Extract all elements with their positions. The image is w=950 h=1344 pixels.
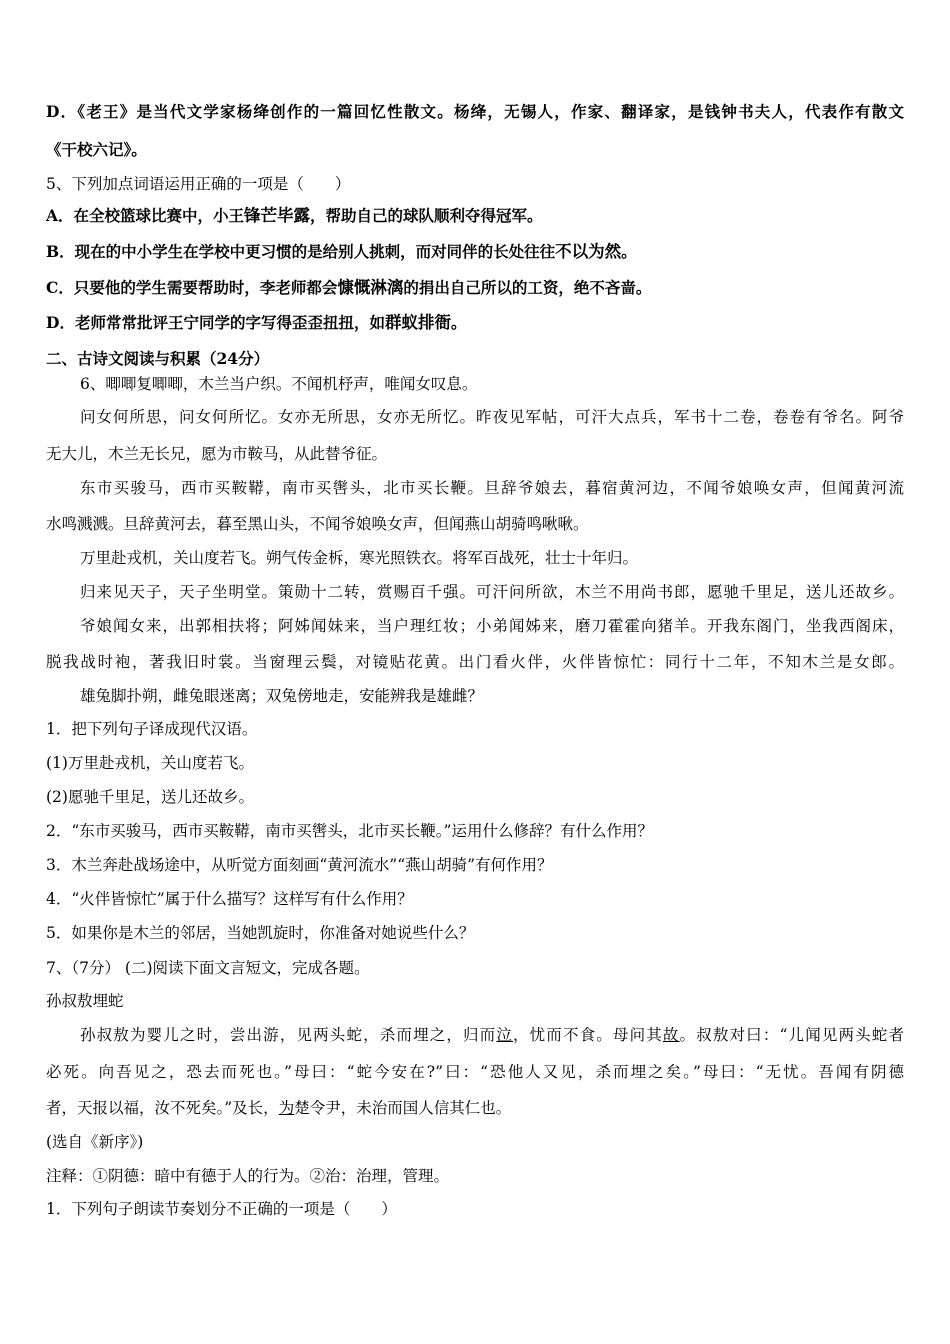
dotted-word: 不以为然 [555, 242, 622, 261]
poem-paragraph: 归来见天子，天子坐明堂。策勋十二转，赏赐百千强。可汗问所欲，木兰不用尚书郎，愿驰千里足，送儿还故乡。 [80, 583, 904, 601]
option-d-line: D．《老王》是当代文学家杨绛创作的一篇回忆性散文。杨绛，无锡人，作家、翻译家，是钱钟书夫人，代表作有散文 [46, 102, 904, 121]
option-d-line-cont: 《干校六记》。 [46, 140, 147, 159]
sub-question: 5．如果你是木兰的邻居，当她凯旋时，你准备对她说些什么？ [46, 924, 475, 942]
poem-paragraph-cont: 水鸣溅溅。旦辞黄河去，暮至黑山头，不闻爷娘唤女声，但闻燕山胡骑鸣啾啾。 [46, 515, 589, 533]
option-b: B．现在的中小学生在学校中更习惯的是给别人挑刺，而对同伴的长处往往不以为然。 [46, 242, 637, 261]
section-heading: 二、古诗文阅读与积累（24分） [46, 349, 270, 368]
option-d: D．老师常常批评王宁同学的字写得歪歪扭扭，如群蚁排衙。 [46, 313, 467, 332]
dotted-word: 群蚁排衙 [384, 313, 451, 332]
question-5: 5、下列加点词语运用正确的一项是（ ） [46, 175, 351, 193]
dotted-word: 锋芒毕露 [244, 206, 311, 225]
dotted-word: 慷慨淋漓 [337, 278, 404, 297]
sub-question: 2．“东市买骏马，西市买鞍鞯，南市买辔头，北市买长鞭。”运用什么修辞？有什么作用？ [46, 822, 653, 840]
underlined-word: 为 [278, 1099, 295, 1117]
poem-paragraph: 问女何所思，问女何所忆。女亦无所思，女亦无所忆。昨夜见军帖，可汗大点兵，军书十二卷，卷卷有爷名。阿爷 [80, 408, 904, 426]
option-c: C．只要他的学生需要帮助时，李老师都会慷慨淋漓的捐出自己所以的工资，绝不吝啬。 [46, 278, 652, 297]
underlined-word: 故 [662, 1026, 680, 1044]
passage-line: 孙叔敖为婴儿之时，尝出游，见两头蛇，杀而埋之，归而泣，忧而不食。母问其故。叔敖对曰：“儿闻见两头蛇者 [80, 1026, 904, 1044]
option-a: A．在全校篮球比赛中，小王锋芒毕露，帮助自己的球队顺利夺得冠军。 [46, 206, 543, 225]
passage-line: 者，天报以福，汝不死矣。”及长，为楚令尹，未治而国人信其仁也。 [46, 1099, 512, 1117]
passage-notes: 注释：①阴德：暗中有德于人的行为。②治：治理，管理。 [46, 1167, 450, 1185]
sub-question: 4．“火伴皆惊忙”属于什么描写？这样写有什么作用？ [46, 890, 413, 908]
underlined-word: 泣 [496, 1026, 513, 1044]
passage-source: (选自《新序》) [46, 1133, 144, 1151]
sub-question: 1．把下列句子译成现代汉语。 [46, 720, 258, 738]
poem-paragraph-cont: 脱我战时袍，著我旧时裳。当窗理云鬓，对镜贴花黄。出门看火伴，火伴皆惊忙：同行十二年，不知木兰是女郎。 [46, 653, 904, 671]
sub-question: 3．木兰奔赴战场途中，从听觉方面刻画“黄河流水”“燕山胡骑”有何作用？ [46, 856, 553, 874]
poem-paragraph: 爷娘闻女来，出郭相扶将；阿姊闻妹来，当户理红妆；小弟闻姊来，磨刀霍霍向猪羊。开我东阁门，坐我西阁床， [80, 617, 904, 635]
sub-question: 1．下列句子朗读节奏划分不正确的一项是（ ） [46, 1200, 397, 1218]
poem-paragraph: 6、唧唧复唧唧，木兰当户织。不闻机杼声，唯闻女叹息。 [80, 375, 478, 393]
poem-paragraph: 万里赴戎机，关山度若飞。朔气传金柝，寒光照铁衣。将军百战死，壮士十年归。 [80, 549, 639, 567]
passage-line: 必死。向吾见之，恐去而死也。”母曰：“蛇今安在?”曰：“恐他人又见，杀而埋之矣。”母曰：“无忧。吾闻有阴德 [46, 1063, 904, 1081]
poem-paragraph: 雄兔脚扑朔，雌兔眼迷离；双兔傍地走，安能辨我是雄雌？ [80, 687, 484, 705]
passage-title: 孙叔敖埋蛇 [46, 992, 124, 1010]
sub-question-item: (1)万里赴戎机，关山度若飞。 [46, 754, 254, 772]
poem-paragraph: 东市买骏马，西市买鞍鞯，南市买辔头，北市买长鞭。旦辞爷娘去，暮宿黄河边，不闻爷娘唤女声，但闻黄河流 [80, 479, 904, 497]
poem-paragraph-cont: 无大儿，木兰无长兄，愿为市鞍马，从此替爷征。 [46, 445, 388, 463]
sub-question-item: (2)愿驰千里足，送儿还故乡。 [46, 788, 254, 806]
question-7: 7、（7分） (二)阅读下面文言短文，完成各题。 [46, 959, 370, 977]
